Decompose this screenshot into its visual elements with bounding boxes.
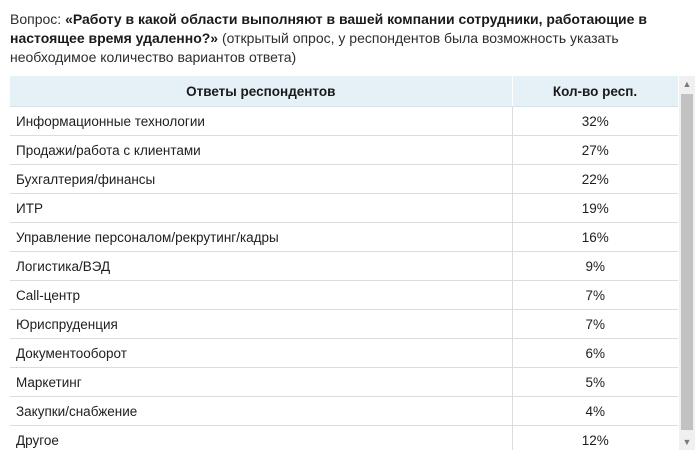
value-cell: 6% [512, 339, 678, 368]
value-cell: 7% [512, 310, 678, 339]
value-cell: 22% [512, 165, 678, 194]
table-header-row [10, 76, 678, 107]
answer-cell: Бухгалтерия/финансы [10, 165, 512, 194]
value-cell: 5% [512, 368, 678, 397]
value-cell: 27% [512, 136, 678, 165]
survey-question [10, 10, 694, 67]
value-cell: 9% [512, 252, 678, 281]
value-cell: 16% [512, 223, 678, 252]
answer-cell: Call-центр [10, 281, 512, 310]
answer-cell: Юриспруденция [10, 310, 512, 339]
answer-cell: Логистика/ВЭД [10, 252, 512, 281]
answer-cell: Продажи/работа с клиентами [10, 136, 512, 165]
table-row [10, 223, 678, 252]
table-row [10, 426, 678, 451]
question-note: (открытый опрос, у респондентов была возможность указать необходимое количество вариантов ответа) [10, 30, 619, 65]
value-cell: 19% [512, 194, 678, 223]
answer-cell: Другое [10, 426, 512, 451]
table-row [10, 310, 678, 339]
answer-cell: Управление персоналом/рекрутинг/кадры [10, 223, 512, 252]
answer-cell: ИТР [10, 194, 512, 223]
question-prefix: Вопрос: [10, 11, 66, 27]
vertical-scrollbar[interactable] [679, 76, 695, 450]
table-row [10, 194, 678, 223]
value-cell: 4% [512, 397, 678, 426]
header-count: Кол-во респ. [512, 76, 678, 107]
answer-cell: Маркетинг [10, 368, 512, 397]
table-row [10, 165, 678, 194]
table-row [10, 107, 678, 136]
value-cell: 32% [512, 107, 678, 136]
table-row [10, 281, 678, 310]
table-row [10, 368, 678, 397]
answer-cell: Информационные технологии [10, 107, 512, 136]
header-answers: Ответы респондентов [10, 76, 512, 107]
scroll-up-arrow-icon[interactable]: ▲ [682, 79, 692, 89]
table-row [10, 397, 678, 426]
value-cell: 7% [512, 281, 678, 310]
table-row [10, 136, 678, 165]
results-table [10, 76, 678, 450]
answer-cell: Закупки/снабжение [10, 397, 512, 426]
table-row [10, 339, 678, 368]
scrollbar-thumb[interactable] [681, 94, 693, 430]
question-text: «Работу в какой области выполняют в вашей компании сотрудники, работающие в настоящее время удаленно?» [10, 11, 647, 46]
value-cell: 12% [512, 426, 678, 451]
scroll-down-arrow-icon[interactable]: ▼ [682, 437, 692, 447]
results-table-container [10, 76, 678, 450]
answer-cell: Документооборот [10, 339, 512, 368]
table-row [10, 252, 678, 281]
